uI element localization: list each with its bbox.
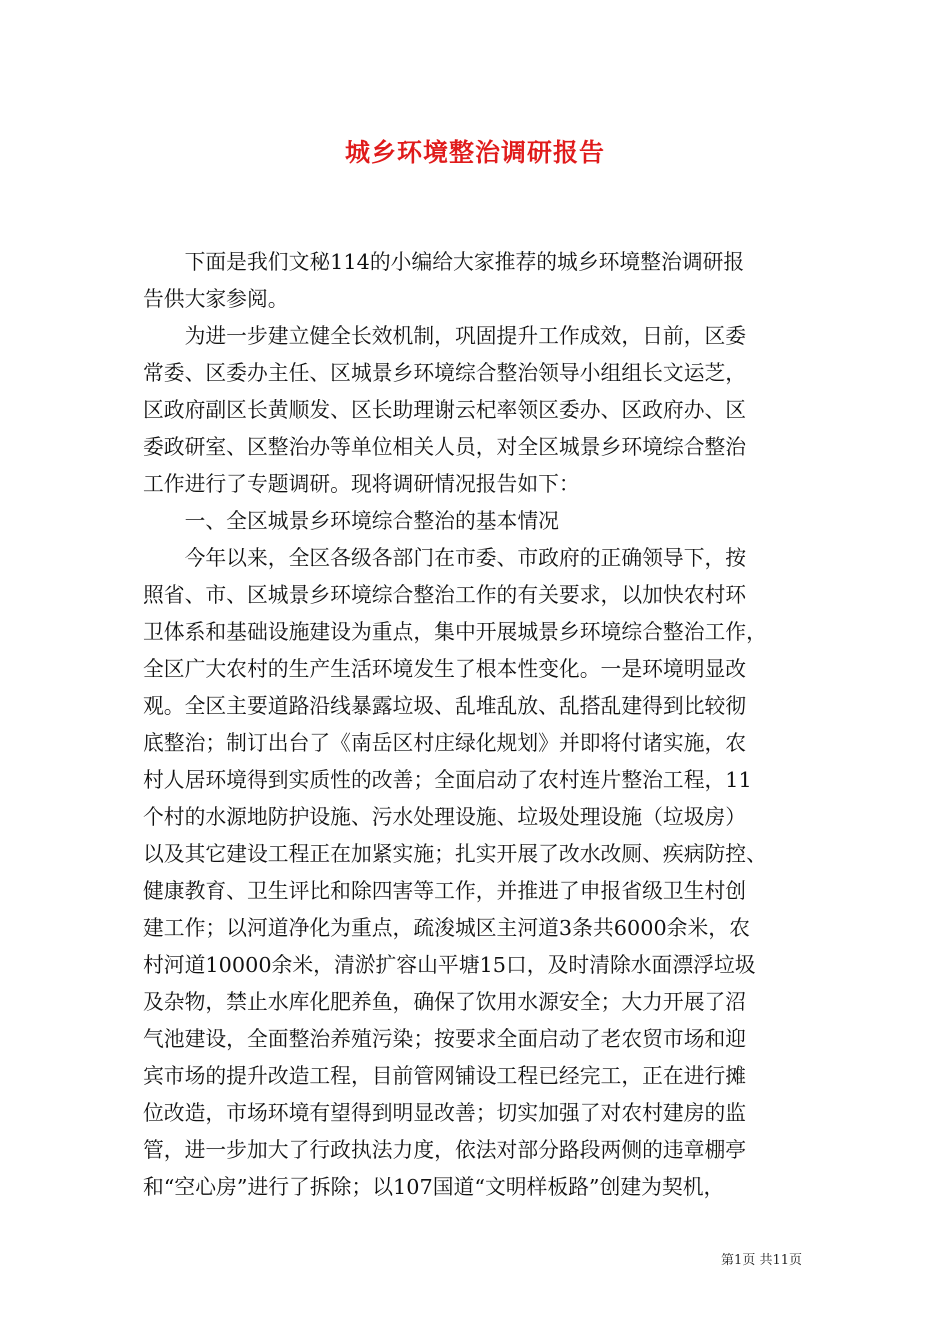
body-line: 宾市场的提升改造工程，目前管网铺设工程已经完工，正在进行摊 xyxy=(143,1064,747,1088)
body-line: 个村的水源地防护设施、污水处理设施、垃圾处理设施（垃圾房） xyxy=(143,805,747,829)
body-line: 位改造，市场环境有望得到明显改善；切实加强了对农村建房的监 xyxy=(143,1101,747,1125)
body-line: 以及其它建设工程正在加紧实施；扎实开展了改水改厕、疾病防控、 xyxy=(143,842,767,866)
body-line: 村河道10000余米，清淤扩容山平塘15口，及时清除水面漂浮垃圾 xyxy=(143,953,756,977)
body-line: 全区广大农村的生产生活环境发生了根本性变化。一是环境明显改 xyxy=(143,657,747,681)
body-line: 照省、市、区城景乡环境综合整治工作的有关要求，以加快农村环 xyxy=(143,583,747,607)
body-line: 区政府副区长黄顺发、区长助理谢云杞率领区委办、区政府办、区 xyxy=(143,398,747,422)
body-line: 观。全区主要道路沿线暴露垃圾、乱堆乱放、乱搭乱建得到比较彻 xyxy=(143,694,747,718)
body-line: 管，进一步加大了行政执法力度，依法对部分路段两侧的违章棚亭 xyxy=(143,1138,747,1162)
page-number: 第1页 共11页 xyxy=(721,1253,802,1268)
body-line: 气池建设，全面整治养殖污染；按要求全面启动了老农贸市场和迎 xyxy=(143,1027,747,1051)
body-line: 和“空心房”进行了拆除；以107国道“文明样板路”创建为契机， xyxy=(143,1175,725,1199)
section-heading: 一、全区城景乡环境综合整治的基本情况 xyxy=(143,509,559,533)
body-line: 村人居环境得到实质性的改善；全面启动了农村连片整治工程，11 xyxy=(143,768,752,792)
document-title: 城乡环境整治调研报告 xyxy=(344,138,605,167)
body-line: 健康教育、卫生评比和除四害等工作，并推进了申报省级卫生村创 xyxy=(143,879,747,903)
body-line: 为进一步建立健全长效机制，巩固提升工作成效，日前，区委 xyxy=(143,324,747,348)
body-line: 建工作；以河道净化为重点，疏浚城区主河道3条共6000余米，农 xyxy=(143,916,750,940)
body-line: 底整治；制订出台了《南岳区村庄绿化规划》并即将付诸实施，农 xyxy=(143,731,747,755)
body-line: 卫体系和基础设施建设为重点，集中开展城景乡环境综合整治工作， xyxy=(143,620,767,644)
body-line: 常委、区委办主任、区城景乡环境综合整治领导小组组长文运芝， xyxy=(143,361,747,385)
body-line: 下面是我们文秘114的小编给大家推荐的城乡环境整治调研报 xyxy=(143,250,745,274)
body-line: 告供大家参阅。 xyxy=(143,287,289,311)
body-line: 及杂物，禁止水库化肥养鱼，确保了饮用水源安全；大力开展了沼 xyxy=(143,990,747,1014)
body-line: 工作进行了专题调研。现将调研情况报告如下： xyxy=(143,472,580,496)
body-line: 今年以来，全区各级各部门在市委、市政府的正确领导下，按 xyxy=(143,546,747,570)
body-line: 委政研室、区整治办等单位相关人员，对全区城景乡环境综合整治 xyxy=(143,435,747,459)
